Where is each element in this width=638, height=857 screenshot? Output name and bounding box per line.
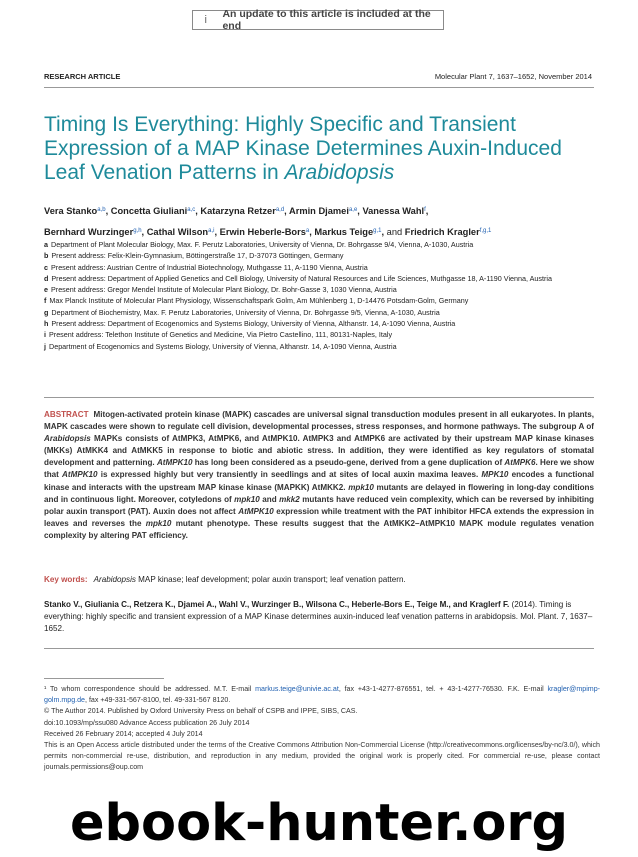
affiliation-letter: e [44,285,48,295]
affiliation-item [44,295,604,306]
article-title [44,113,604,185]
author-affiliation-marker: g,1 [373,228,382,234]
citation-divider [44,648,594,649]
title-italic: Arabidopsis [284,161,395,184]
author-name [362,206,425,216]
affiliation-text: Max Planck Institute of Molecular Plant Physiology, Wissenschaftspark Golm, Am Mühlenberg 1, D-14476 Potsdam-Golm, Germany [49,296,469,306]
abstract-italic-term: Arabidopsis [44,434,91,444]
affiliation-text: Present address: Gregor Mendel Institute of Molecular Plant Biology, Dr. Bohr-Gasse 3, 1030 Vienna, Austria [51,285,397,295]
keywords [44,574,594,586]
author-affiliation-marker: a [305,228,310,234]
affiliation-text: Present address: Department of Applied Genetics and Cell Biology, University of Natural Resources and Life Sciences, Muthgasse 18, A-1190 Vienna, Austria [51,273,552,283]
author-affiliation-marker: f,g,1 [479,228,492,234]
author-affiliation-marker: g,h [133,228,142,234]
abstract-divider-top [44,397,594,398]
affiliation-letter: j [44,341,46,351]
abstract-italic-term: AtMPK10 [238,506,274,516]
author-name-text: Vera Stanko [44,206,98,216]
watermark: ebook-hunter.org [69,794,569,853]
author-name [44,227,142,237]
author-name [44,206,106,216]
doi-line: doi:10.1093/mp/ssu080 Advance Access publication 26 July 2014 [44,718,250,727]
author-name [289,206,357,216]
affiliation-item [44,239,604,250]
author-name-text: Cathal Wilson [146,227,209,237]
affiliation-letter: b [44,251,49,261]
abstract-text: Mitogen-activated protein kinase (MAPK) cascades are universal signal transduction modules present in all eukaryotes. In plants, MAPK cascades were shown to regulate cell division, developmental processes, stress responses, and hormone pathways. The subgroup A of [44,410,594,432]
abstract-text: MAPKs consists of AtMPK3, AtMPK6, and AtMPK10. AtMPK3 and AtMPK6 are activated by their upstream MAP kinase kinases (MKKs) AtMKK4 and AtMKK5 in response to biotic and abiotic stress. In addition, they were identified as key regulators of stomatal development and patterning. [44,434,594,468]
affiliation-letter: i [44,330,46,340]
journal-reference: Molecular Plant 7, 1637–1652, November 2014 [434,72,592,81]
affiliation-item [44,262,604,273]
keywords-text: MAP kinase; leaf development; polar auxin transport; leaf venation pattern. [135,575,406,584]
citation-rest: (2014). Timing is everything: highly specific and transient expression of a MAP Kinase determines auxin-induced leaf venation patterns in arabidopsis. Mol. Plant. 7, 1637–1652. [44,600,593,633]
author-affiliation-marker: f [424,207,426,213]
correspondence-mid: , fax +43-1-4277-876551, tel. + 43-1-4277-76530. F.K. E-mail [338,685,548,693]
affiliation-letter: h [44,319,49,329]
license-text: This is an Open Access article distributed under the terms of the Creative Commons Attribution Non-Commercial License (http://creativecommons.org/licenses/by-nc/3.0/), which permits non-commercial re-use, distribution, and reproduction in any medium, provided the original work is properly cited. For commercial re-use, please contact journals.permissions@oup.com [44,741,600,772]
update-banner[interactable] [192,10,444,30]
update-banner-text[interactable]: An update to this article is included at the end [222,8,431,32]
affiliation-text: Department of Biochemistry, Max. F. Perutz Laboratories, University of Vienna, Dr. Bohrgasse 9/5, Vienna, A-1030, Austria [51,307,440,317]
dates-line: Received 26 February 2014; accepted 4 July 2014 [44,729,203,738]
abstract-text: . Here we show that [44,458,594,480]
author-affiliation-marker: a,c [187,207,196,213]
affiliation-text: Present address: Austrian Centre of Industrial Biotechnology, Muthgasse 11, A-1190 Vienna, Austria [51,262,368,272]
author-name-text: Concetta Giuliani [110,206,188,216]
author-name-text: Erwin Heberle-Bors [219,227,306,237]
author-name-text: Armin Djamei [289,206,349,216]
abstract-text: mutant phenotype. These results suggest that the AtMKK2–AtMPK10 MAPK module regulates venation complexity by altering PAT efficiency. [44,518,595,540]
abstract-text: has long been considered as a pseudo-gene, derived from a gene duplication of [192,458,505,468]
affiliation-text: Department of Plant Molecular Biology, Max. F. Perutz Laboratories, University of Vienna, Dr. Bohrgasse 9/4, Vienna, A-1030, Austria [51,240,474,249]
article-type: RESEARCH ARTICLE [44,72,121,81]
affiliation-item [44,341,604,352]
author-name [111,206,195,216]
author-name-text: Vanessa Wahl [362,206,425,216]
email-link-kragler[interactable]: kragler@mpimp-golm.mpg.de [44,685,600,705]
keywords-label: Key words: [44,575,88,584]
footnotes [44,684,600,774]
affiliation-item [44,273,604,284]
copyright-line: © The Author 2014. Published by Oxford University Press on behalf of CSPB and IPPE, SIBS, CAS. [44,707,358,716]
affiliation-list [44,239,604,352]
citation-authors: Stanko V., Giuliania C., Retzera K., Djamei A., Wahl V., Wurzinger B., Wilsona C., Heberle-Bors E., Teige M., and Kraglerf F. [44,600,510,609]
abstract-italic-term: mpk10 [348,482,374,492]
author-name-text: Bernhard Wurzinger [44,227,134,237]
affiliation-text: Present address: Felix-Klein-Gymnasium, Böttingerstraße 17, D-37073 Göttingen, Germany [51,251,344,261]
header-divider [44,87,594,88]
abstract-italic-term: mpk10 [234,494,260,504]
affiliation-letter: d [44,273,49,283]
affiliation-letter: f [44,296,47,306]
affiliation-item [44,307,604,318]
affiliation-text: Present address: Department of Ecogenomics and Systems Biology, University of Vienna, Althanstr. 14, A-1090 Vienna, Austria [51,319,456,329]
author-affiliation-marker: a,b [97,207,106,213]
author-and: and [386,227,403,237]
author-name [405,227,492,237]
author-affiliation-marker: a,i [208,228,215,234]
author-name-text: Markus Teige [314,227,374,237]
info-icon: i [204,14,207,26]
affiliation-letter: c [44,262,48,272]
abstract-text: mutants are delayed in flowering in long-day conditions and in continuous light. Moreover, cotyledons of [44,482,594,504]
affiliation-item [44,329,604,340]
affiliation-letter: g [44,307,49,317]
author-name-text: Friedrich Kragler [404,227,480,237]
abstract-label: ABSTRACT [44,410,89,419]
abstract-italic-term: AtMPK6 [504,458,536,468]
footnote-divider [44,678,164,679]
author-name [147,227,215,237]
abstract-italic-term: MPK10 [481,470,509,480]
correspondence-end: , fax +49-331-567-8100, tel. 49-331-567 8120. [85,696,231,705]
abstract-italic-term: mkk2 [279,494,300,504]
affiliation-text: Department of Ecogenomics and Systems Biology, University of Vienna, Althanstr. 14, A-1090 Vienna, Austria [49,341,397,351]
correspondence-prefix: ¹ To whom correspondence should be addressed. M.T. E-mail [44,685,256,693]
abstract-text: mutants have reduced vein complexity, which can be reversed by inhibiting polar auxin transport (PAT). Auxin does not affect [44,494,594,516]
affiliation-letter: a [44,240,48,249]
abstract-italic-term: mpk10 [145,518,172,528]
email-link-teige[interactable]: markus.teige@univie.ac.at [255,685,339,693]
author-list: Vera Stanko$^{a,b}$, Concetta Giuliani$^{a,c}$, Katarzyna Retzer$^{a,d}$, Armin Djamei$^{a,e}$, Vanessa Wahl$^f$, Bernhard Wurzinger$^{g,h}$, Cathal Wilson$^{a,i}$, Erwin Heberle-Bors$^a$, Markus Teige$^{g,1}$, and Friedrich Kragler$^{f,g,1}$ [44,206,492,237]
correspondence-note [44,684,600,706]
abstract-text: encodes a functional kinase and interacts with the upstream MAP kinase kinase (MAPKK) AtMKK2. [44,470,594,492]
abstract-text: expression while treatment with the PAT inhibitor HFCA extends the expression in leaves and reverses the [44,506,594,528]
author-affiliation-marker: a,e [348,207,358,213]
author-name [220,227,310,237]
abstract-italic-term: AtMPK10 [156,458,193,468]
citation [44,599,604,635]
abstract-body [44,410,594,540]
author-name [314,227,381,237]
author-name [200,206,284,216]
affiliation-item [44,318,604,329]
abstract-text: and [259,494,280,504]
abstract-text: is expressed highly but very transiently in seedlings and at sites of local auxin maxima leaves. [97,470,482,480]
abstract [44,409,594,542]
author-name-text: Katarzyna Retzer [200,206,276,216]
affiliation-text: Present address: Telethon Institute of Genetics and Medicine, Via Pietro Castellino, 111, 80131-Naples, Italy [49,330,393,340]
title-text: Timing Is Everything: Highly Specific and Transient Expression of a MAP Kinase Determines Auxin-Induced Leaf Venation Patterns in [44,113,562,184]
author-affiliation-marker: a,d [275,207,285,213]
abstract-italic-term: AtMPK10 [62,470,98,480]
keywords-italic: Arabidopsis [93,575,136,584]
affiliation-item [44,250,604,261]
affiliation-item [44,284,604,295]
